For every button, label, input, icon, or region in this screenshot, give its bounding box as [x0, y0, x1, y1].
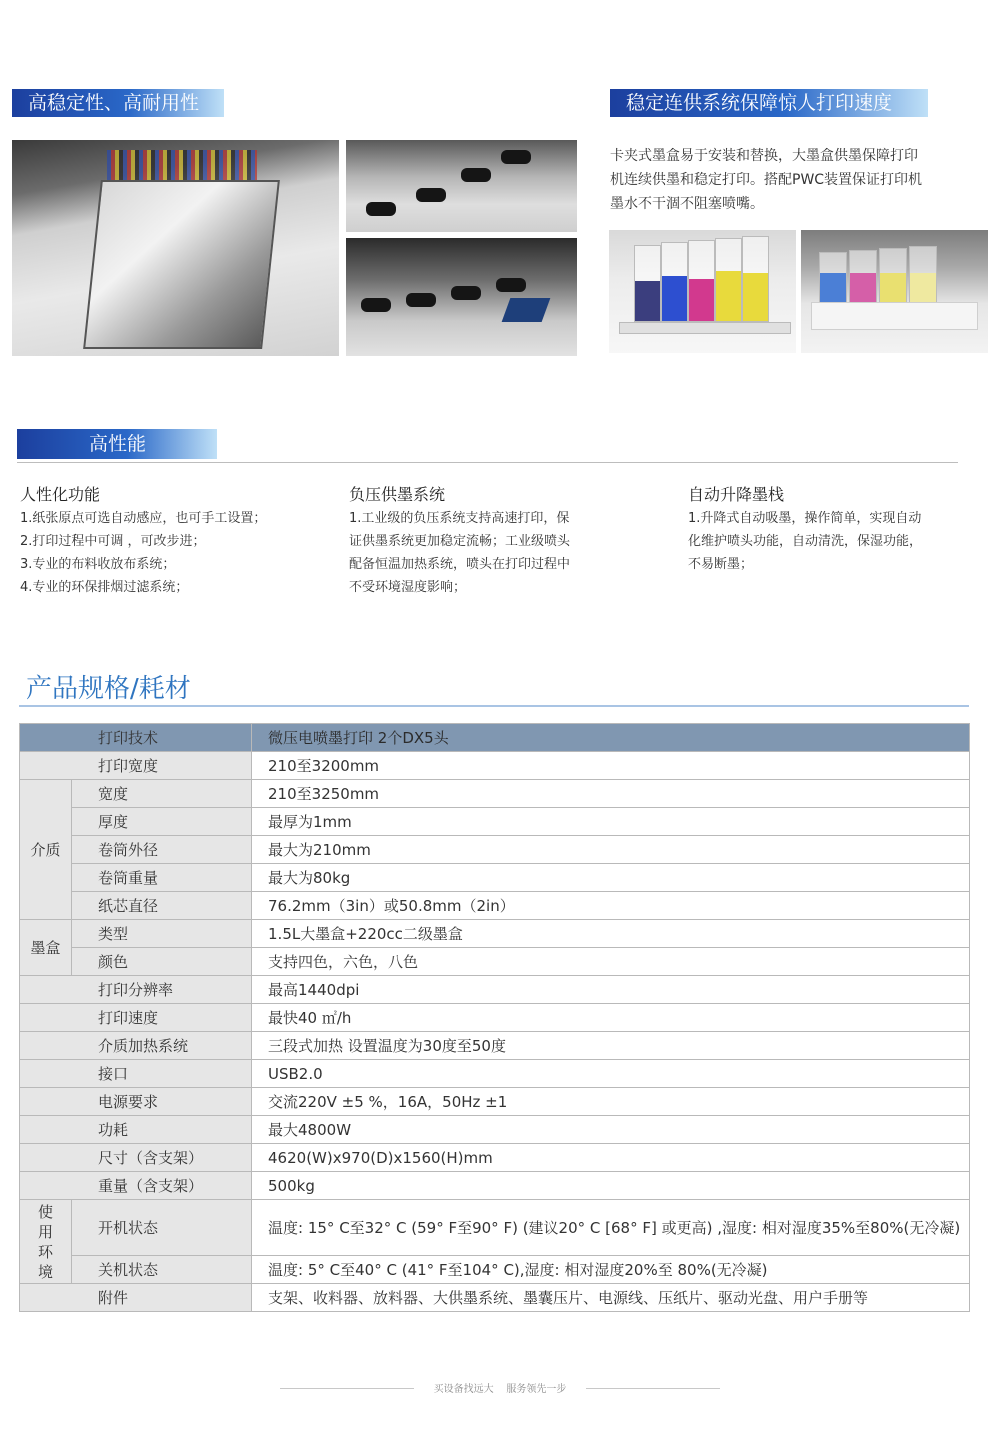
- table-row: [20, 808, 970, 836]
- spec-label: 打印分辨率: [20, 976, 252, 1004]
- feature-title-negative-pressure: 负压供墨系统: [349, 485, 446, 504]
- feature-body-auto-capping: 1.升降式自动吸墨，操作简单，实现自动 化维护喷头功能，自动清洗，保湿功能， 不易断墨；: [688, 511, 923, 572]
- section-title-performance: 高性能: [17, 429, 217, 459]
- spec-value: 三段式加热 设置温度为30度至50度: [252, 1032, 970, 1060]
- media-feed-photo: [346, 238, 577, 356]
- spec-value: 最高1440dpi: [252, 976, 970, 1004]
- spec-label: 纸芯直径: [72, 892, 252, 920]
- table-row: [20, 724, 970, 752]
- feature-title-auto-capping: 自动升降墨栈: [688, 485, 785, 504]
- table-row: [20, 1284, 970, 1312]
- spec-value: USB2.0: [252, 1060, 970, 1088]
- table-row: [20, 1032, 970, 1060]
- table-row: [20, 892, 970, 920]
- spec-label: 功耗: [20, 1116, 252, 1144]
- ink-supply-description: 卡夹式墨盒易于安装和替换，大墨盒供墨保障打印 机连续供墨和稳定打印。搭配PWC装置保证打印机 墨水不干涸不阻塞喷嘴。: [610, 148, 923, 212]
- feature-body-humanized: 1.纸张原点可选自动感应，也可手工设置； 2.打印过程中可调 ，可改步进； 3.专业的布料收放布系统； 4.专业的环保排烟过滤系统；: [20, 511, 267, 595]
- table-row: [20, 1060, 970, 1088]
- spec-value: 最大为210mm: [252, 836, 970, 864]
- spec-group-ink: 墨盒: [20, 920, 72, 976]
- table-row: [20, 1200, 970, 1256]
- table-row: [20, 1144, 970, 1172]
- table-row: [20, 780, 970, 808]
- spec-label: 打印宽度: [20, 752, 252, 780]
- spec-label: 电源要求: [20, 1088, 252, 1116]
- feature-title-humanized: 人性化功能: [20, 485, 101, 504]
- spec-table: [19, 723, 970, 1312]
- spec-label: 附件: [20, 1284, 252, 1312]
- spec-value: 微压电喷墨打印 2个DX5头: [252, 724, 970, 752]
- spec-label: 打印速度: [20, 1004, 252, 1032]
- spec-label: 介质加热系统: [20, 1032, 252, 1060]
- spec-value: 温度: 15° C至32° C (59° F至90° F) (建议20° C [68° F] 或更高) ,湿度: 相对湿度35%至80%(无冷凝): [252, 1200, 970, 1256]
- spec-value: 支持四色，六色，八色: [252, 948, 970, 976]
- ink-tanks-photo: [609, 230, 796, 353]
- spec-value: 最大为80kg: [252, 864, 970, 892]
- spec-title: 产品规格/耗材: [26, 674, 191, 704]
- spec-value: 交流220V ±5 %，16A，50Hz ±1: [252, 1088, 970, 1116]
- table-row: [20, 1172, 970, 1200]
- printer-carriage-photo: [12, 140, 339, 356]
- spec-label: 卷筒重量: [72, 864, 252, 892]
- spec-label: 卷筒外径: [72, 836, 252, 864]
- footer-slogan: 买设备找远大 服务领先一步: [433, 1384, 567, 1395]
- spec-value: 1.5L大墨盒+220cc二级墨盒: [252, 920, 970, 948]
- spec-label: 类型: [72, 920, 252, 948]
- spec-value: 4620(W)x970(D)x1560(H)mm: [252, 1144, 970, 1172]
- section-title-stability: 高稳定性、高耐用性: [12, 89, 224, 117]
- spec-value: 最大4800W: [252, 1116, 970, 1144]
- feature-body-negative-pressure: 1.工业级的负压系统支持高速打印，保 证供墨系统更加稳定流畅；工业级喷头 配备恒温加热系统，喷头在打印过程中 不受环境湿度影响；: [349, 511, 571, 595]
- spec-value: 最厚为1mm: [252, 808, 970, 836]
- pinch-rollers-photo: [346, 140, 577, 232]
- spec-label: 接口: [20, 1060, 252, 1088]
- spec-label: 宽度: [72, 780, 252, 808]
- spec-label: 尺寸（含支架）: [20, 1144, 252, 1172]
- spec-label: 开机状态: [72, 1200, 252, 1256]
- table-row: [20, 1116, 970, 1144]
- table-row: [20, 920, 970, 948]
- table-row: [20, 1088, 970, 1116]
- spec-value: 210至3250mm: [252, 780, 970, 808]
- spec-value: 500kg: [252, 1172, 970, 1200]
- spec-label: 厚度: [72, 808, 252, 836]
- spec-label: 打印技术: [20, 724, 252, 752]
- spec-value: 210至3200mm: [252, 752, 970, 780]
- spec-group-environment: 使用环境: [20, 1200, 72, 1284]
- spec-label: 关机状态: [72, 1256, 252, 1284]
- section-divider: [17, 462, 958, 463]
- table-row: [20, 836, 970, 864]
- table-row: [20, 1256, 970, 1284]
- table-row: [20, 864, 970, 892]
- spec-value: 76.2mm（3in）或50.8mm（2in）: [252, 892, 970, 920]
- spec-label: 重量（含支架）: [20, 1172, 252, 1200]
- table-row: [20, 1004, 970, 1032]
- section-title-ink-supply: 稳定连供系统保障惊人打印速度: [610, 89, 928, 117]
- cartridge-rack-photo: [801, 230, 988, 353]
- spec-value: 支架、收料器、放料器、大供墨系统、墨囊压片、电源线、压纸片、驱动光盘、用户手册等: [252, 1284, 970, 1312]
- spec-label: 颜色: [72, 948, 252, 976]
- spec-group-media: 介质: [20, 780, 72, 920]
- spec-value: 温度: 5° C至40° C (41° F至104° C),湿度: 相对湿度20%至 80%(无冷凝): [252, 1256, 970, 1284]
- table-row: [20, 752, 970, 780]
- table-row: [20, 948, 970, 976]
- spec-title-underline: [19, 705, 969, 707]
- spec-value: 最快40 ㎡/h: [252, 1004, 970, 1032]
- table-row: [20, 976, 970, 1004]
